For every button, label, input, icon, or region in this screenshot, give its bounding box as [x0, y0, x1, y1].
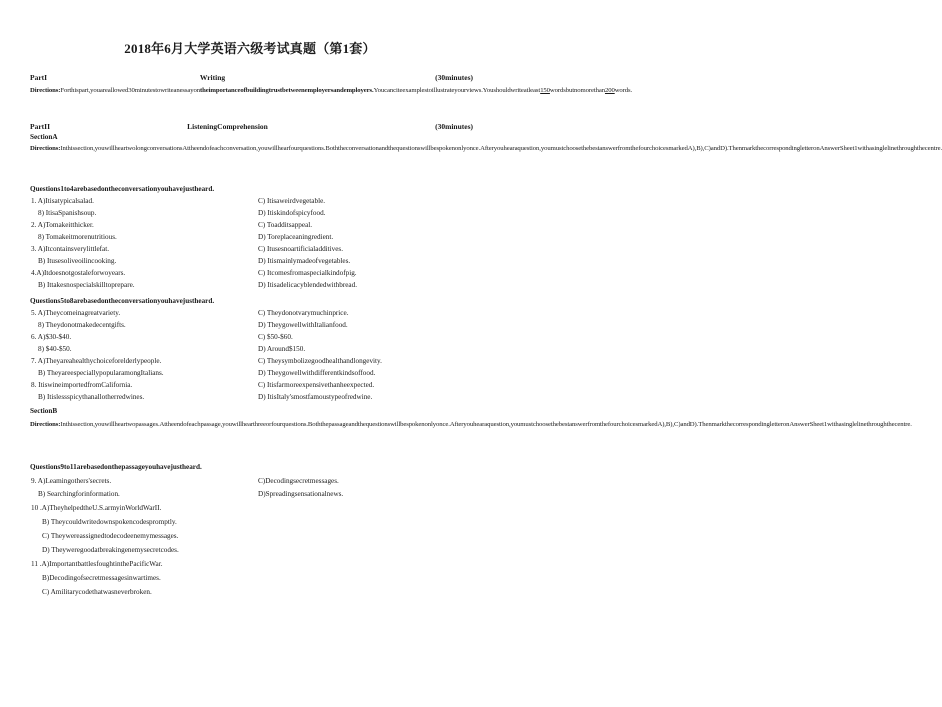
q11-line-3: C) Amilitarycodethatwasneverbroken. [42, 588, 152, 596]
section-a-heading: SectionA [30, 133, 58, 141]
q11-line-2: B)Decodingofsecretmessagesinwartimes. [42, 574, 161, 582]
part1-dir-topic: theimportanceofbuildingtrustbetweenemployersandemployers. [200, 87, 374, 94]
section-a-directions [30, 143, 942, 155]
q11-line-1: 11 .A)ImportantbattlesfoughtinthePacificWar. [31, 560, 163, 568]
q1-4-right-5: C) Itusesnoartificialadditives. [258, 245, 344, 253]
q9-left-1: 9. A)Leamingothers'secrets. [31, 477, 112, 485]
q1-4-left-5: 3. A)Itcontainsverylittlefat. [31, 245, 110, 253]
q10-line-1: 10 .A)TheyhelpedtheU.S.armyinWorldWarII. [31, 504, 162, 512]
part2-label: PartII [30, 122, 50, 131]
part1-dir-text-b: Youcanciteexamplestoillustrateyourviews.Youshouldwriteatleast [373, 87, 541, 94]
q5-8-left-1: 5. A)Theycomeinagreatvariety. [31, 309, 121, 317]
q1-4-right-7: C) Itcomesfromaspecialkindofpig. [258, 269, 357, 277]
q1-4-left-7: 4.A)Itdoesnotgostaleforwoyears. [31, 269, 126, 277]
q5-8-right-5: C) Theysymbolizegoodhealthandlongevity. [258, 357, 382, 365]
part2-name: ListeningComprehension [187, 122, 268, 131]
q1-4-right-6: D) Itismainlymadeofvegetables. [258, 257, 351, 265]
q5-8-left-3: 6. A)$30-$40. [31, 333, 72, 341]
q1-4-right-2: D) Itiskindofspicyfood. [258, 209, 326, 217]
q5-8-left-6: B) TheyareespeciallypopularamongItalians. [38, 369, 164, 377]
q1-4-right-8: D) Itisadelicacyblendedwithbread. [258, 281, 357, 289]
page-title: 2018年6月大学英语六级考试真题（第1套） [124, 41, 376, 56]
section-b-heading: SectionB [30, 407, 58, 415]
part1-dir-text-d: words. [614, 87, 633, 94]
part1-label: PartI [30, 73, 48, 82]
q5-8-left-2: 8) Theydonotmakedecentgifts. [38, 321, 126, 329]
section-b-dir-text: Inthissection,youwillheartwopassages.Attheendofeachpassage,youwillhearthreeorfourquestions.Boththepassageandthequestionswillbespokenonlyonce.Afteryouhearaquestion,youmustchoosethebestanswerfromthefourchoicesmarkedA),B),C)andD).ThenmarkthecorrespondingletteronAnswerSheet1withasinglelinethroughthecentre. [60, 421, 912, 428]
q1-4-heading: Questions1to4arebasedontheconversationyouhavejustheard. [30, 185, 215, 193]
q1-4-left-4: 8) Tomakeitmorenutritious. [38, 233, 117, 241]
q5-8-right-3: C) $50-$60. [258, 333, 293, 341]
part1-directions [30, 85, 633, 97]
q1-4-left-1: 1. A)Itisatypicalsalad. [31, 197, 94, 205]
section-b-directions [30, 419, 912, 431]
section-a-dir-text: Inthissection,youwillheartwolongconversationsAttheendofeachconversation,youwillhearfourquestions.Boththeconversationandthequestionswillbespokenonlyonce.Afteryouhearaquestion,youmustchoosethebestanswerfromthefourchoicesmarkedA),B),C)andD).ThenmarkthecorrespondingletteronAnswerSheet1withasinglelinethroughthecentre. [60, 145, 942, 152]
part1-name: Writing [199, 73, 226, 82]
part1-dir-text-a: Forthispart,youareallowed30minutestowriteanessayon [60, 87, 201, 94]
q9-11-heading: Questions9to11arebasedonthepassageyouhavejustheard. [30, 463, 202, 471]
section-a-dir-label: Directions: [30, 145, 61, 152]
q5-8-left-5: 7. A)Theyareahealthychoiceforelderlypeople. [31, 357, 162, 365]
q1-4-right-1: C) Itisaweirdvegetable. [258, 197, 326, 205]
max-words: 200 [604, 87, 615, 94]
q5-8-right-1: C) Theydonotvarymuchinprice. [258, 309, 349, 317]
q5-8-right-2: D) TheygowellwithItalianfood. [258, 321, 348, 329]
min-words: 150 [540, 87, 550, 94]
q10-line-2: B) Theycouldwritedownspokencodespromptly. [42, 518, 177, 526]
q5-8-right-8: D) ItisItaly'smostfamoustypeofredwine. [258, 393, 373, 401]
q5-8-right-6: D) Theygowellwithdifferentkindsoffood. [258, 369, 376, 377]
q5-8-heading: Questions5to8arebasedontheconversationyouhavejustheard. [30, 297, 215, 305]
q10-line-4: D) Theyweregoodatbreakingenemysecretcodes. [42, 546, 179, 554]
q1-4-left-2: 8) ItisaSpanishsoup. [38, 209, 97, 217]
part1-time: (30minutes) [435, 73, 473, 82]
part2-time: (30minutes) [435, 122, 473, 131]
q5-8-right-7: C) Itisfarmoreexpensivethanheexpected. [258, 381, 375, 389]
q5-8-left-8: B) Itislessspicythanallotherredwines. [38, 393, 145, 401]
part1-dir-label: Directions: [30, 87, 61, 94]
q5-8-left-4: 8) $40-$50. [38, 345, 72, 353]
q5-8-left-7: 8. ItiswineimportedfromCalifornia. [31, 381, 133, 389]
q9-right-1: C)Decodingsecretmessages. [258, 477, 339, 485]
q9-right-2: D)Spreadingsensationalnews. [258, 490, 344, 498]
section-b-dir-label: Directions: [30, 421, 61, 428]
q1-4-left-8: B) Ittakesnospecialskilltoprepare. [38, 281, 135, 289]
q1-4-left-6: B) Itusesoliveoilincooking. [38, 257, 117, 265]
q1-4-left-3: 2. A)Tomakeitthicker. [31, 221, 94, 229]
part1-dir-text-c: wordsbutnomorethan [549, 87, 605, 94]
q9-left-2: B) Searchingforinformation. [38, 490, 120, 498]
q1-4-right-3: C) Toadditsappeal. [258, 221, 313, 229]
q5-8-right-4: D) Around$150. [258, 345, 306, 353]
q10-line-3: C) Theywereassignedtodecodeenemymessages. [42, 532, 179, 540]
q1-4-right-4: D) Toreplaceaningredient. [258, 233, 334, 241]
